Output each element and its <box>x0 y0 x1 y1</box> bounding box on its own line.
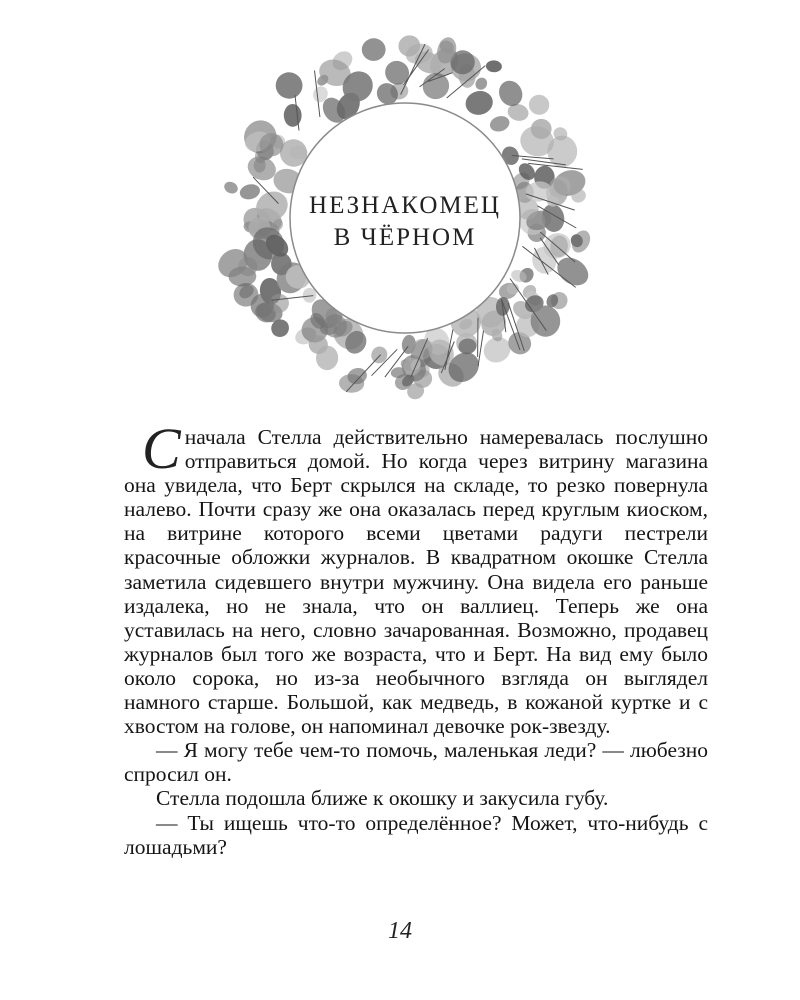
paragraph-1 <box>124 416 708 739</box>
leaf-shape <box>284 104 302 127</box>
paragraph-3: Стелла подошла ближе к окошку и закусила губу. <box>156 786 609 811</box>
leaf-shape <box>527 92 552 117</box>
leaf-shape <box>222 179 239 195</box>
page-number: 14 <box>388 918 412 944</box>
paragraph-4: — Ты ищешь что-то определённое? Может, что-нибудь с лошадьми? <box>124 810 708 859</box>
stem-line <box>478 331 483 366</box>
chapter-body <box>124 416 708 859</box>
leaf-shape <box>361 38 386 61</box>
leaf-shape <box>486 60 503 73</box>
paragraph-1-text: начала Стелла действительно намеревалась послушно отправиться домой. Но когда через витрину магазина она увидела, что Берт скрылся на складе, то резко повернула налево. Почти сразу же она оказалась перед круглым киоском, на витрине которого всеми цветами радуги пестрели красочные обложки журналов. В квадратном окошке Стелла заметила сидевшего внутри мужчину. Она видела его раньше издалека, но не знала, что он валлиец. Теперь же она уставилась на него, словно зачарованная. Возможно, продавец журналов был того же возраста, что и Берт. На вид ему было около сорока, но из-за необычного взгляда он выглядел намного старше. Большой, как медведь, в кожаной куртке и с хвостом на голове, он напоминал девочке рок-звезду. <box>124 425 708 739</box>
leaf-shape <box>275 71 304 99</box>
leaf-shape <box>463 88 495 118</box>
chapter-title-line-2: В ЧЁРНОМ <box>333 224 477 251</box>
leaf-shape <box>369 344 390 366</box>
leaf-shape <box>238 182 261 201</box>
chapter-title <box>300 190 510 254</box>
drop-cap: С <box>142 416 181 481</box>
chapter-title-line-1: НЕЗНАКОМЕЦ <box>309 192 501 219</box>
paragraph-2: — Я могу тебе чем-то помочь, маленькая леди? — любезно спросил он. <box>124 738 708 787</box>
leaf-shape <box>488 114 511 134</box>
